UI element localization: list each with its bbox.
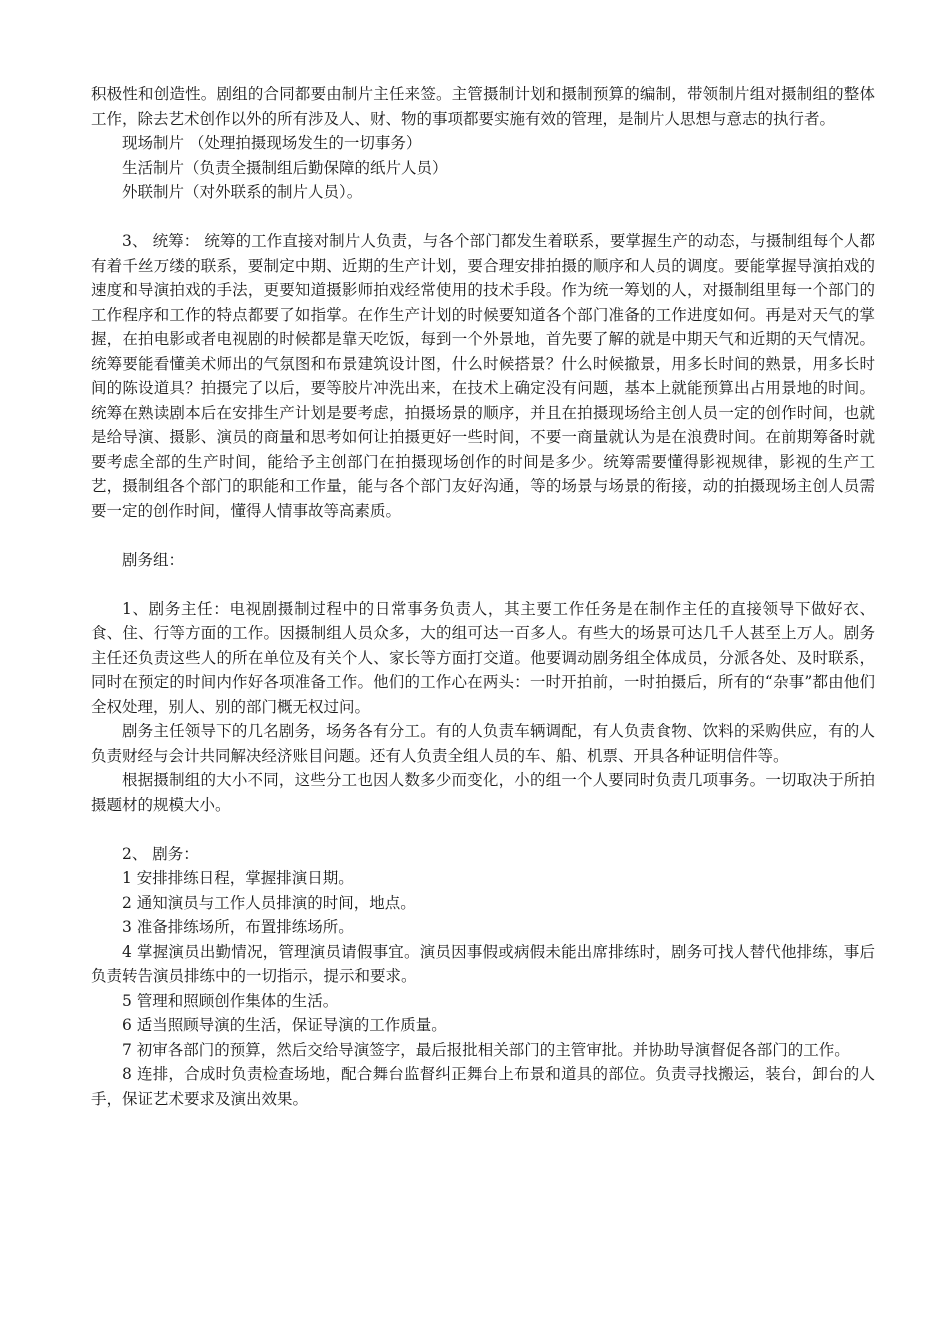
list-item: 现场制片 （处理拍摄现场发生的一切事务）: [122, 134, 422, 152]
document-body: [91, 82, 875, 1111]
list-item: 1 安排排练日程，掌握排演日期。: [122, 869, 354, 887]
list-item: 2 通知演员与工作人员排演的时间，地点。: [122, 893, 416, 912]
spacer: [91, 817, 875, 842]
spacer: [91, 205, 875, 230]
paragraph: 剧务主任领导下的几名剧务，场务各有分工。有的人负责车辆调配，有人负责食物、饮料的采购供应，有的人负责财经与会计共同解决经济账目问题。还有人负责全组人员的车、船、机票、开具各种证明信件等。: [91, 722, 875, 765]
section-heading: 剧务组：: [122, 550, 185, 569]
spacer: [91, 523, 875, 548]
list-item: 5 管理和照顾创作集体的生活。: [122, 991, 339, 1010]
list-item: 生活制片（负责全摄制组后勤保障的纸片人员）: [122, 158, 448, 177]
section-heading: 2、 剧务：: [122, 844, 199, 863]
list-item: 7 初审各部门的预算，然后交给导演签字，最后报批相关部门的主管审批。并协助导演督促各部门的工作。: [122, 1040, 850, 1059]
paragraph: 3、 统筹： 统筹的工作直接对制片人负责，与各个部门都发生着联系，要掌握生产的动态，与摄制组每个人都有着千丝万缕的联系，要制定中期、近期的生产计划，要合理安排拍摄的顺序和人员的调度。要能掌握导演拍戏的速度和导演拍戏的手法，更要知道摄影师拍戏经常使用的技术手段。作为统一筹划的人，对摄制组里每一个部门的工作程序和工作的特点都要了如指掌。在作生产计划的时候要知道各个部门准备的工作进度如何。再是对天气的掌握，在拍电影或者电视剧的时候都是靠天吃饭，每到一个外景地，首先要了解的就是中期天气和近期的天气情况。统筹要能看懂美术师出的气氛图和布景建筑设计图，什么时候搭景？什么时候撤景，用多长时间的熟景，用多长时间的陈设道具？拍摄完了以后，要等胶片冲洗出来，在技术上确定没有问题，基本上就能预算出占用景地的时间。统筹在熟读剧本后在安排生产计划是要考虑，拍摄场景的顺序，并且在拍摄现场给主创人员一定的创作时间，也就是给导演、摄影、演员的商量和思考如何让拍摄更好一些时间，不要一商量就认为是在浪费时间。在前期筹备时就要考虑全部的生产时间，能给予主创部门在拍摄现场创作的时间是多少。统筹需要懂得影视规律，影视的生产工艺，摄制组各个部门的职能和工作量，能与各个部门友好沟通，等的场景与场景的衔接，动的拍摄现场主创人员需要一定的创作时间，懂得人情事故等高素质。: [91, 232, 875, 520]
paragraph: 积极性和创造性。剧组的合同都要由制片主任来签。主管摄制计划和摄制预算的编制，带领制片组对摄制组的整体工作，除去艺术创作以外的所有涉及人、财、物的事项都要实施有效的管理，是制片人思想与意志的执行者。: [91, 85, 875, 128]
spacer: [91, 572, 875, 597]
list-item: 外联制片（对外联系的制片人员）。: [122, 183, 363, 201]
list-item: 8 连排，合成时负责检查场地，配合舞台监督纠正舞台上布景和道具的部位。负责寻找搬运，装台，卸台的人手，保证艺术要求及演出效果。: [91, 1065, 875, 1108]
paragraph: 1、剧务主任：电视剧摄制过程中的日常事务负责人，其主要工作任务是在制作主任的直接领导下做好衣、食、住、行等方面的工作。因摄制组人员众多，大的组可达一百多人。有些大的场景可达几千人甚至上万人。剧务主任还负责这些人的所在单位及有关个人、家长等方面打交道。他要调动剧务组全体成员，分派各处、及时联系，同时在预定的时间内作好各项准备工作。他们的工作心在两头：一时开拍前，一时拍摄后，所有的“杂事”都由他们全权处理，别人、别的部门概无权过问。: [91, 599, 875, 716]
list-item: 3 准备排练场所，布置排练场所。: [122, 918, 354, 936]
paragraph: 根据摄制组的大小不同，这些分工也因人数多少而变化，小的组一个人要同时负责几项事务。一切取决于所拍摄题材的规模大小。: [91, 771, 875, 814]
list-item: 4 掌握演员出勤情况，管理演员请假事宜。演员因事假或病假未能出席排练时，剧务可找人替代他排练，事后负责转告演员排练中的一切指示，提示和要求。: [91, 942, 875, 985]
list-item: 6 适当照顾导演的生活，保证导演的工作质量。: [122, 1016, 447, 1034]
